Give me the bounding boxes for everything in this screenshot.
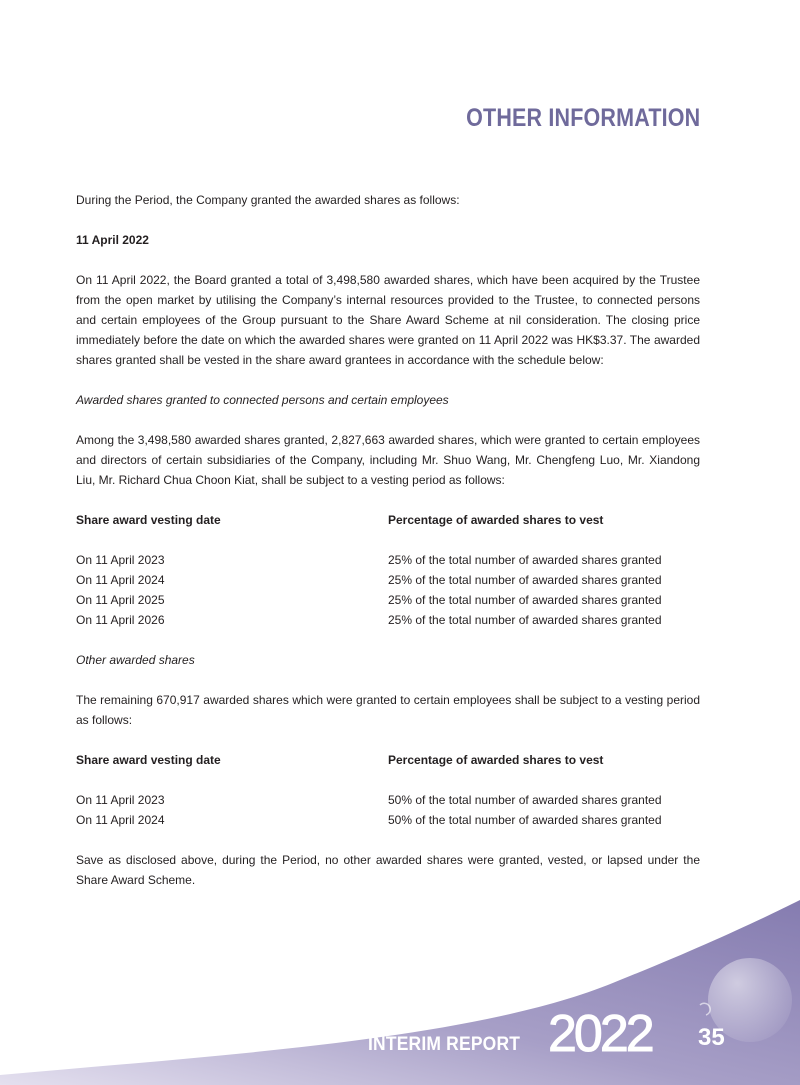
vesting-pct: 25% of the total number of awarded shares granted bbox=[388, 573, 662, 587]
vesting-date: On 11 April 2026 bbox=[76, 613, 165, 627]
table-row bbox=[76, 810, 700, 830]
page-title: OTHER INFORMATION bbox=[465, 104, 700, 132]
vesting-pct: 50% of the total number of awarded shares granted bbox=[388, 813, 662, 827]
vesting-pct: 50% of the total number of awarded shares granted bbox=[388, 793, 662, 807]
report-year: 2022 bbox=[548, 1005, 652, 1063]
vesting-pct: 25% of the total number of awarded shares granted bbox=[388, 593, 662, 607]
footer-wave bbox=[0, 900, 800, 1085]
document-body bbox=[76, 190, 700, 910]
table-header bbox=[76, 510, 700, 530]
vesting-date: On 11 April 2025 bbox=[76, 593, 165, 607]
table-header bbox=[76, 750, 700, 770]
vesting-date: On 11 April 2023 bbox=[76, 793, 165, 807]
vesting-date: On 11 April 2024 bbox=[76, 573, 165, 587]
subheading-connected: Awarded shares granted to connected persons and certain employees bbox=[76, 393, 449, 407]
vesting-pct: 25% of the total number of awarded shares granted bbox=[388, 553, 662, 567]
vesting-date: On 11 April 2024 bbox=[76, 813, 165, 827]
vesting-date: On 11 April 2023 bbox=[76, 553, 165, 567]
col-percentage: Percentage of awarded shares to vest bbox=[388, 753, 604, 767]
other-paragraph: The remaining 670,917 awarded shares which were granted to certain employees shall be subject to a vesting period as follows: bbox=[76, 693, 700, 727]
closing-paragraph: Save as disclosed above, during the Period, no other awarded shares were granted, vested, or lapsed under the Share Award Scheme. bbox=[76, 853, 700, 887]
table-row bbox=[76, 610, 700, 630]
col-percentage: Percentage of awarded shares to vest bbox=[388, 513, 604, 527]
page-number: 35 bbox=[698, 1024, 725, 1051]
vesting-table-2 bbox=[76, 750, 700, 830]
vesting-table-1 bbox=[76, 510, 700, 630]
date-heading: 11 April 2022 bbox=[76, 233, 149, 247]
table-row bbox=[76, 590, 700, 610]
table-row bbox=[76, 570, 700, 590]
col-vesting-date: Share award vesting date bbox=[76, 513, 221, 527]
subheading-other: Other awarded shares bbox=[76, 653, 195, 667]
report-label: INTERIM REPORT bbox=[368, 1034, 521, 1055]
intro-paragraph: During the Period, the Company granted the awarded shares as follows: bbox=[76, 193, 460, 207]
table-row bbox=[76, 790, 700, 810]
grant-paragraph: On 11 April 2022, the Board granted a total of 3,498,580 awarded shares, which have been acquired by the Trustee from the open market by utilising the Company’s internal resources provided to the Trustee, to connected persons and certain employees of the Group pursuant to the Share Award Scheme at nil consideration. The closing price immediately before the date on which the awarded shares were granted on 11 April 2022 was HK$3.37. The awarded shares granted shall be vested in the share award grantees in accordance with the schedule below: bbox=[76, 273, 700, 367]
table-row bbox=[76, 550, 700, 570]
connected-paragraph: Among the 3,498,580 awarded shares granted, 2,827,663 awarded shares, which were granted to certain employees and directors of certain subsidiaries of the Company, including Mr. Shuo Wang, Mr. Chengfeng Luo, Mr. Xiandong Liu, Mr. Richard Chua Choon Kiat, shall be subject to a vesting period as follows: bbox=[76, 433, 700, 487]
col-vesting-date: Share award vesting date bbox=[76, 753, 221, 767]
vesting-pct: 25% of the total number of awarded shares granted bbox=[388, 613, 662, 627]
